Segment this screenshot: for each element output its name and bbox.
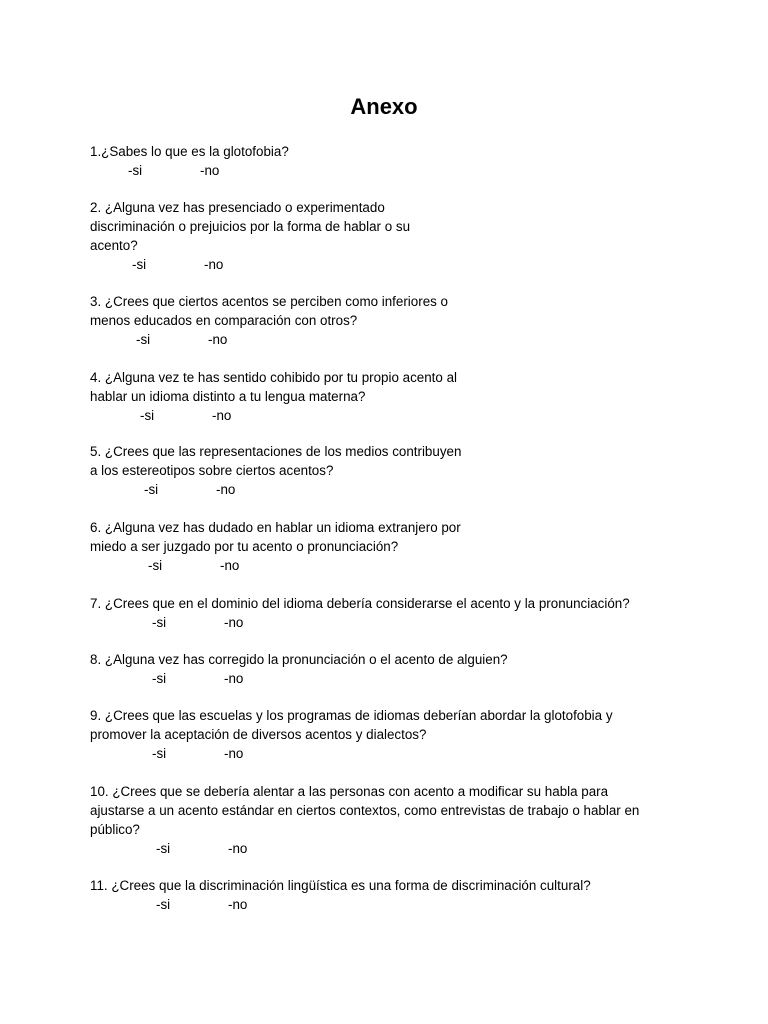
answer-options <box>90 480 690 499</box>
question-text-line: ajustarse a un acento estándar en ciertos contextos, como entrevistas de trabajo o hablar en <box>90 803 640 818</box>
answer-options <box>90 613 690 632</box>
answer-options <box>90 406 690 425</box>
answer-options <box>90 839 690 858</box>
question-text-line: acento? <box>90 238 138 253</box>
question-text-line: 4. ¿Alguna vez te has sentido cohibido por tu propio acento al <box>90 370 457 385</box>
question-2 <box>90 198 690 274</box>
option-no[interactable]: -no <box>204 257 224 272</box>
question-text-line: hablar un idioma distinto a tu lengua materna? <box>90 389 366 404</box>
question-3 <box>90 292 690 349</box>
option-si[interactable]: -si <box>152 615 167 630</box>
question-text-line: 6. ¿Alguna vez has dudado en hablar un idioma extranjero por <box>90 520 461 535</box>
question-text-line: 3. ¿Crees que ciertos acentos se perciben como inferiores o <box>90 294 449 309</box>
option-no[interactable]: -no <box>224 615 244 630</box>
option-si[interactable]: -si <box>152 746 167 761</box>
page-title: Anexo <box>350 94 418 119</box>
option-si[interactable]: -si <box>156 841 171 856</box>
option-no[interactable]: -no <box>228 897 248 912</box>
option-no[interactable]: -no <box>228 841 248 856</box>
option-si[interactable]: -si <box>128 163 143 178</box>
answer-options <box>90 556 690 575</box>
option-no[interactable]: -no <box>212 408 232 423</box>
question-text-line: 10. ¿Crees que se debería alentar a las personas con acento a modificar su habla para <box>90 784 609 799</box>
option-si[interactable]: -si <box>132 257 147 272</box>
question-6 <box>90 518 690 575</box>
answer-options <box>90 669 690 688</box>
option-no[interactable]: -no <box>216 482 236 497</box>
question-text-line: 1.¿Sabes lo que es la glotofobia? <box>90 144 289 159</box>
question-11 <box>90 876 690 914</box>
answer-options <box>90 255 690 274</box>
option-no[interactable]: -no <box>220 558 240 573</box>
question-text-line: 7. ¿Crees que en el dominio del idioma debería considerarse el acento y la pronunciación? <box>90 596 630 611</box>
question-7 <box>90 594 690 632</box>
question-5 <box>90 442 690 499</box>
question-4 <box>90 368 690 425</box>
question-10 <box>90 782 690 858</box>
question-9 <box>90 706 690 763</box>
answer-options <box>90 744 690 763</box>
answer-options <box>90 330 690 349</box>
question-text-line: 2. ¿Alguna vez has presenciado o experimentado <box>90 200 385 215</box>
option-no[interactable]: -no <box>224 746 244 761</box>
option-si[interactable]: -si <box>156 897 171 912</box>
option-no[interactable]: -no <box>208 332 228 347</box>
question-text-line: público? <box>90 822 140 837</box>
question-8 <box>90 650 690 688</box>
question-text-line: promover la aceptación de diversos acentos y dialectos? <box>90 727 427 742</box>
option-si[interactable]: -si <box>144 482 159 497</box>
option-si[interactable]: -si <box>152 671 167 686</box>
question-text-line: 9. ¿Crees que las escuelas y los programas de idiomas deberían abordar la glotofobia y <box>90 708 613 723</box>
question-text-line: menos educados en comparación con otros? <box>90 313 358 328</box>
option-no[interactable]: -no <box>200 163 220 178</box>
question-text-line: miedo a ser juzgado por tu acento o pronunciación? <box>90 539 399 554</box>
option-si[interactable]: -si <box>148 558 163 573</box>
answer-options <box>90 895 690 914</box>
option-si[interactable]: -si <box>136 332 151 347</box>
option-no[interactable]: -no <box>224 671 244 686</box>
answer-options <box>90 161 690 180</box>
question-text-line: 8. ¿Alguna vez has corregido la pronunciación o el acento de alguien? <box>90 652 508 667</box>
question-1 <box>90 142 690 180</box>
question-text-line: discriminación o prejuicios por la forma de hablar o su <box>90 219 411 234</box>
question-text-line: 11. ¿Crees que la discriminación lingüística es una forma de discriminación cultural? <box>90 878 591 893</box>
question-text-line: a los estereotipos sobre ciertos acentos? <box>90 463 334 478</box>
option-si[interactable]: -si <box>140 408 155 423</box>
question-text-line: 5. ¿Crees que las representaciones de los medios contribuyen <box>90 444 462 459</box>
